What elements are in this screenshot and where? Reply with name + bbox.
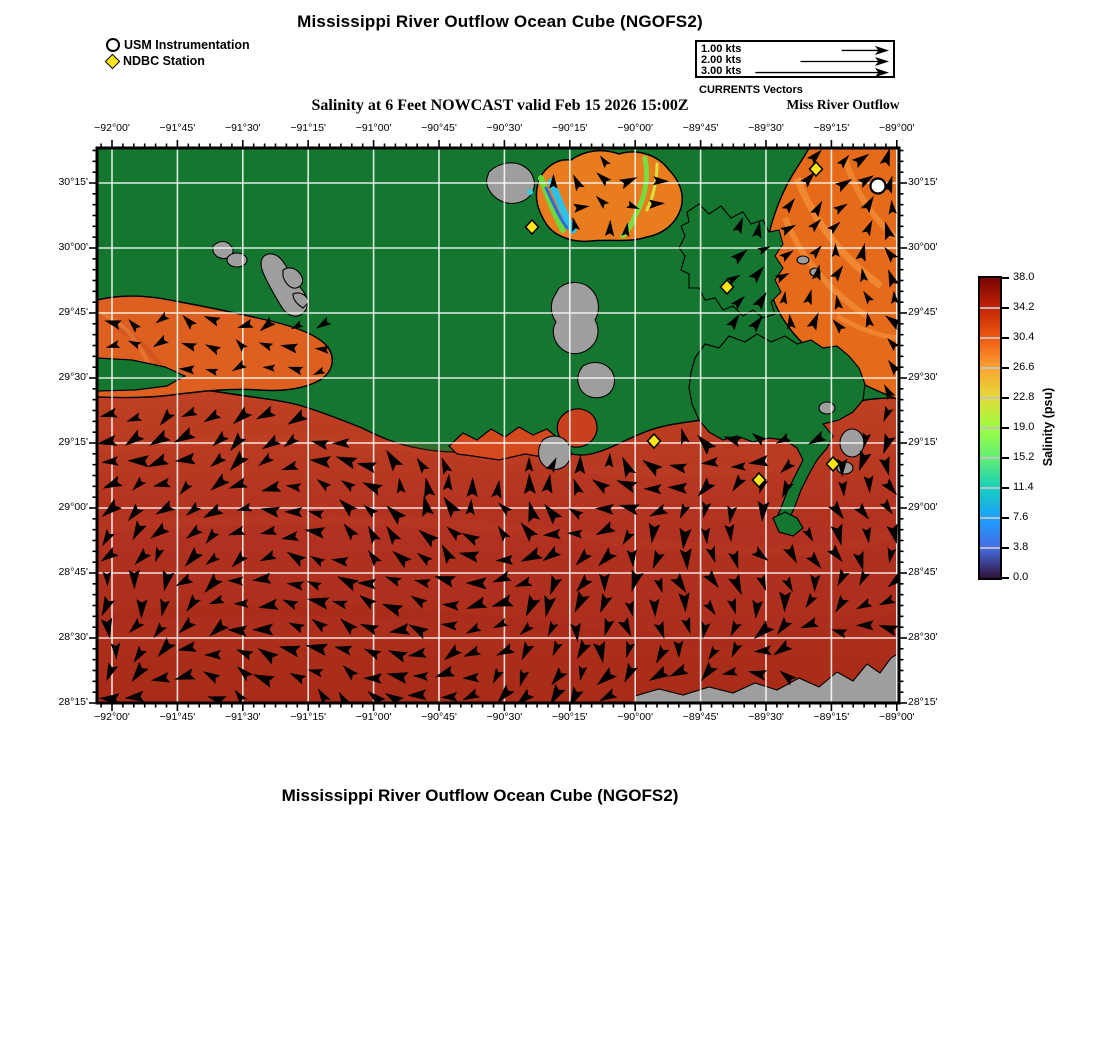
lat-axis-label: 30°15': [908, 176, 938, 188]
ndbc-legend-row: [106, 53, 250, 69]
colorbar-tick-label: 30.4: [1013, 331, 1035, 343]
station-legend: [106, 37, 250, 69]
lat-axis-label: 28°30': [58, 631, 88, 643]
colorbar-tick-label: 26.6: [1013, 361, 1035, 373]
lat-axis-label: 29°30': [58, 371, 88, 383]
usm-station-marker: [871, 179, 886, 194]
lat-axis-label: 28°30': [908, 631, 938, 643]
lon-axis-label: −91°45': [159, 122, 196, 134]
colorbar-tick: [1000, 367, 1009, 369]
colorbar-tick-label: 3.8: [1013, 541, 1029, 553]
ndbc-legend-label: NDBC Station: [123, 54, 205, 68]
lon-axis-label: −91°15': [290, 122, 327, 134]
lon-axis-label: −90°30': [486, 122, 523, 134]
colorbar-tick: [1000, 517, 1009, 519]
lat-axis-label: 28°15': [908, 696, 938, 708]
colorbar-title: Salinity (psu): [1041, 387, 1055, 467]
lon-axis-label: −91°00': [355, 122, 392, 134]
colorbar-tick: [1000, 337, 1009, 339]
lon-axis-label: −89°15': [813, 711, 850, 723]
colorbar-tick: [1000, 307, 1009, 309]
lon-axis-label: −92°00': [94, 711, 130, 723]
colorbar-separator: [980, 487, 1000, 489]
lat-axis-label: 30°00': [908, 241, 938, 253]
colorbar-tick-label: 11.4: [1013, 481, 1034, 493]
lon-axis-label: −90°45': [421, 711, 457, 723]
map-plot: [83, 134, 913, 717]
lat-axis-label: 28°45': [58, 566, 88, 578]
colorbar-separator: [980, 427, 1000, 429]
lon-axis-label: −89°45': [682, 711, 719, 723]
lon-axis-label: −92°00': [94, 122, 130, 134]
lon-axis-label: −91°30': [224, 122, 261, 134]
usm-circle-icon: [106, 38, 120, 52]
lon-axis-label: −90°00': [617, 711, 654, 723]
colorbar-tick: [1000, 277, 1009, 279]
lat-axis-label: 30°00': [58, 241, 88, 253]
figure-title: Mississippi River Outflow Ocean Cube (NGOFS2): [297, 12, 703, 31]
colorbar-tick-label: 34.2: [1013, 301, 1035, 313]
usm-legend-label: USM Instrumentation: [124, 38, 250, 52]
lon-axis-label: −90°00': [617, 122, 654, 134]
lat-axis-label: 29°45': [908, 306, 938, 318]
colorbar-separator: [980, 397, 1000, 399]
colorbar-separator: [980, 547, 1000, 549]
lon-axis-label: −89°00': [878, 122, 915, 134]
usm-legend-row: [106, 37, 250, 53]
currents-arrow-icons: [697, 42, 893, 76]
lat-axis-label: 29°00': [58, 501, 88, 513]
colorbar: [978, 276, 1002, 580]
lon-axis-label: −90°15': [551, 711, 588, 723]
currents-speed-label: 1.00 kts: [701, 43, 742, 55]
colorbar-tick-label: 15.2: [1013, 451, 1035, 463]
lat-axis-label: 29°00': [908, 501, 938, 513]
footer-title: Mississippi River Outflow Ocean Cube (NGOFS2): [281, 786, 679, 805]
colorbar-separator: [980, 307, 1000, 309]
currents-speed-label: 3.00 kts: [701, 65, 742, 77]
currents-speed-label: 2.00 kts: [701, 54, 742, 66]
lat-axis-label: 29°30': [908, 371, 938, 383]
lon-axis-label: −91°45': [159, 711, 196, 723]
colorbar-separator: [980, 457, 1000, 459]
lat-axis-label: 30°15': [58, 176, 88, 188]
lon-axis-label: −90°45': [421, 122, 457, 134]
lat-axis-label: 28°45': [908, 566, 938, 578]
lon-axis-label: −89°15': [813, 122, 850, 134]
colorbar-separator: [980, 367, 1000, 369]
lat-axis-label: 29°45': [58, 306, 88, 318]
lon-axis-label: −90°30': [486, 711, 523, 723]
lon-axis-label: −89°00': [878, 711, 915, 723]
lon-axis-label: −89°30': [748, 122, 784, 134]
colorbar-tick: [1000, 427, 1009, 429]
lon-axis-label: −91°30': [224, 711, 261, 723]
salinity-spot: [527, 189, 533, 195]
colorbar-tick-label: 22.8: [1013, 391, 1035, 403]
lon-axis-label: −91°00': [355, 711, 392, 723]
lat-axis-label: 28°15': [58, 696, 88, 708]
colorbar-tick: [1000, 397, 1009, 399]
lon-axis-label: −89°45': [682, 122, 719, 134]
lon-axis-label: −91°15': [290, 711, 327, 723]
colorbar-tick: [1000, 547, 1009, 549]
lat-axis-label: 29°15': [908, 436, 938, 448]
colorbar-tick-label: 19.0: [1013, 421, 1035, 433]
lon-axis-label: −90°15': [551, 122, 588, 134]
colorbar-separator: [980, 337, 1000, 339]
colorbar-separator: [980, 517, 1000, 519]
lon-axis-label: −89°30': [748, 711, 784, 723]
currents-legend-caption: CURRENTS Vectors: [699, 84, 803, 96]
map-region-label: Miss River Outflow: [786, 97, 900, 112]
plot-subtitle: Salinity at 6 Feet NOWCAST valid Feb 15 2026 15:00Z: [311, 97, 689, 114]
colorbar-tick: [1000, 577, 1009, 579]
colorbar-tick: [1000, 487, 1009, 489]
currents-legend-box: [695, 40, 895, 78]
colorbar-tick-label: 0.0: [1013, 571, 1029, 583]
lat-axis-label: 29°15': [58, 436, 88, 448]
colorbar-tick-label: 38.0: [1013, 271, 1035, 283]
colorbar-tick-label: 7.6: [1013, 511, 1029, 523]
colorbar-tick: [1000, 457, 1009, 459]
ndbc-diamond-icon: [105, 53, 121, 69]
